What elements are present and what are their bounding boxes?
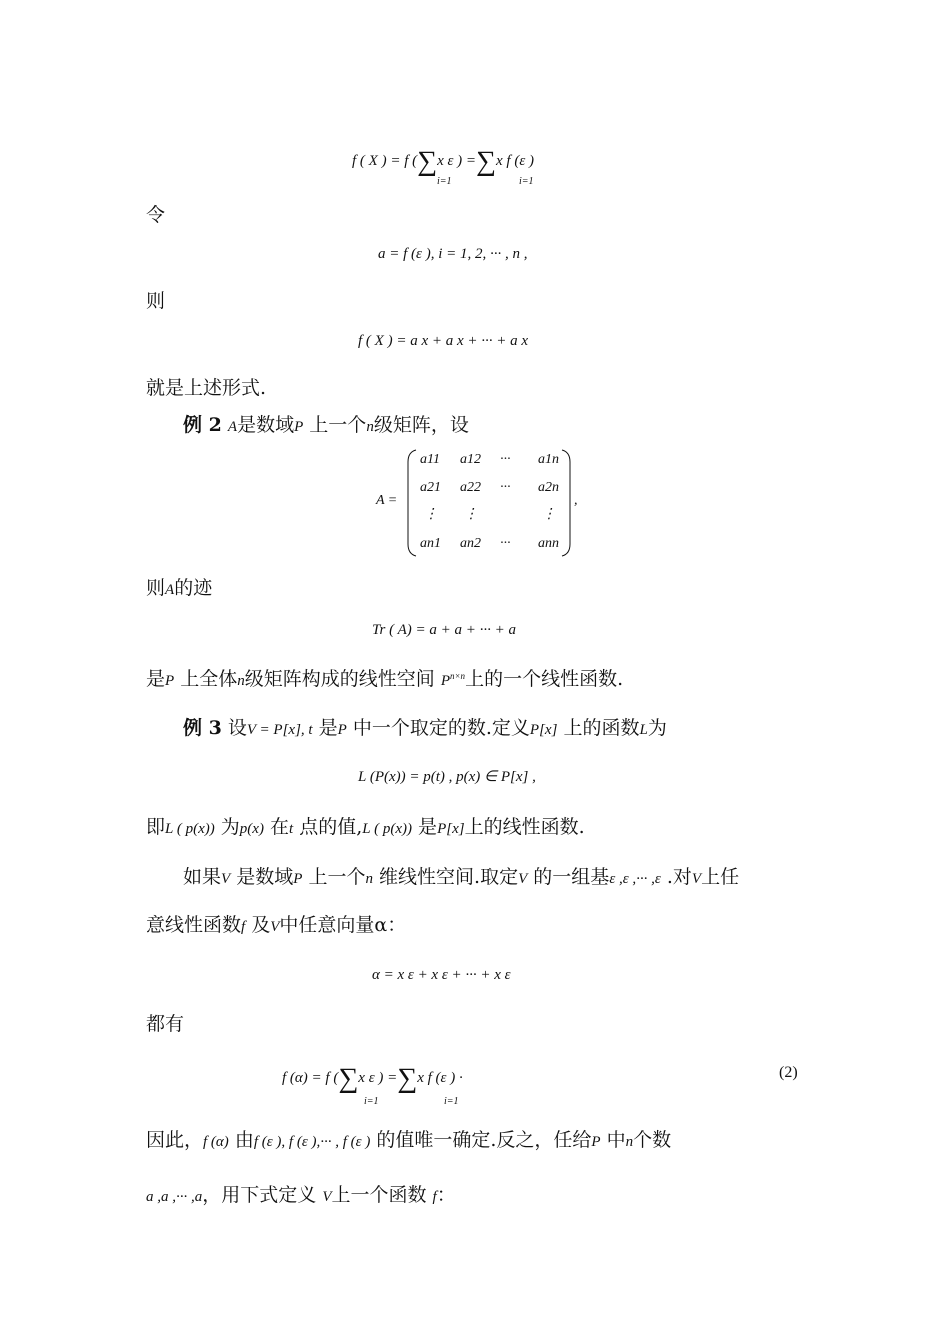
matrix-cell: ⋮ — [464, 507, 478, 522]
text-jiushi: 就是上述形式. — [146, 377, 267, 399]
matrix-bracket-left — [406, 448, 418, 558]
line-yi: 意线性函数f 及V中任意向量α： — [146, 914, 407, 936]
matrix-cell: ⋮ — [542, 507, 556, 522]
trace-line: 则A的迹 — [146, 577, 213, 599]
matrix-cell: a1n — [538, 452, 559, 467]
matrix-cell: a2n — [538, 480, 559, 495]
equation-2-numbered: f (α) = f (∑x ε ) =∑x f (ε ) · — [282, 1063, 463, 1094]
matrix-cell: a22 — [460, 480, 481, 495]
matrix-comma: , — [574, 493, 578, 508]
equation-number: (2) — [779, 1064, 798, 1081]
matrix-cell: a21 — [420, 480, 441, 495]
sum-symbol: ∑ — [417, 146, 438, 177]
matrix-lhs: A = — [376, 493, 398, 508]
matrix-cell: a12 — [460, 452, 481, 467]
equation-1: f ( X ) = f (∑x ε ) =∑x f (ε ) — [352, 146, 534, 177]
sum-symbol: ∑ — [338, 1063, 359, 1094]
word-ze: 则 — [146, 290, 166, 312]
line-last: a ,a ,··· ,a，用下式定义 V上一个函数 f： — [146, 1184, 456, 1206]
matrix-cell: ··· — [500, 536, 511, 551]
equation-2: a = f (ε ), i = 1, 2, ··· , n , — [378, 246, 528, 262]
word-ling: 令 — [146, 204, 166, 226]
sum-limit: i=1 — [444, 1096, 459, 1107]
sum-limit: i=1 — [364, 1096, 379, 1107]
sum-limit: i=1 — [519, 176, 534, 187]
example-3-label: 例 3 — [183, 717, 222, 739]
matrix-cell: ··· — [500, 452, 511, 467]
sum-symbol: ∑ — [397, 1063, 418, 1094]
matrix-cell: ⋮ — [424, 507, 438, 522]
lt-equation: L (P(x)) = p(t) , p(x) ∈ P[x] , — [358, 769, 536, 785]
alpha-equation: α = x ε + x ε + ··· + x ε — [372, 967, 511, 983]
matrix-cell: ann — [538, 536, 559, 551]
trace-equation: Tr ( A) = a + a + ··· + a — [372, 622, 516, 638]
equation-3: f ( X ) = a x + a x + ··· + a x — [358, 333, 529, 349]
sum-limit: i=1 — [437, 176, 452, 187]
word-douyou: 都有 — [146, 1013, 185, 1035]
line-yinci: 因此，f (α) 由f (ε ), f (ε ),··· , f (ε ) 的值唯一确定.反之，任给P 中n个数 — [146, 1129, 672, 1151]
line-ji: 即L ( p(x)) 为p(x) 在t 点的值,L ( p(x)) 是P[x]上的线性函数. — [146, 816, 585, 838]
matrix-cell: an2 — [460, 536, 481, 551]
matrix-cell: an1 — [420, 536, 441, 551]
example-2-line: 例 2 A是数域P 上一个n级矩阵，设 — [183, 414, 469, 436]
matrix-cell: a11 — [420, 452, 440, 467]
matrix-A — [372, 448, 587, 560]
matrix-cell: ··· — [500, 480, 511, 495]
line-ruguo: 如果V 是数域P 上一个n 维线性空间.取定V 的一组基ε ,ε ,··· ,ε .对V上任 — [183, 866, 740, 888]
matrix-bracket-right — [560, 448, 572, 558]
example-3-line: 例 3 设V = P[x], t 是P 中一个取定的数.定义P[x] 上的函数L为 — [183, 717, 667, 739]
line-shi: 是P 上全体n级矩阵构成的线性空间 $P^{n\times n}$上的一个线性函数. — [146, 668, 624, 690]
sum-symbol: ∑ — [476, 146, 496, 177]
example-2-label: 例 2 — [183, 414, 222, 436]
